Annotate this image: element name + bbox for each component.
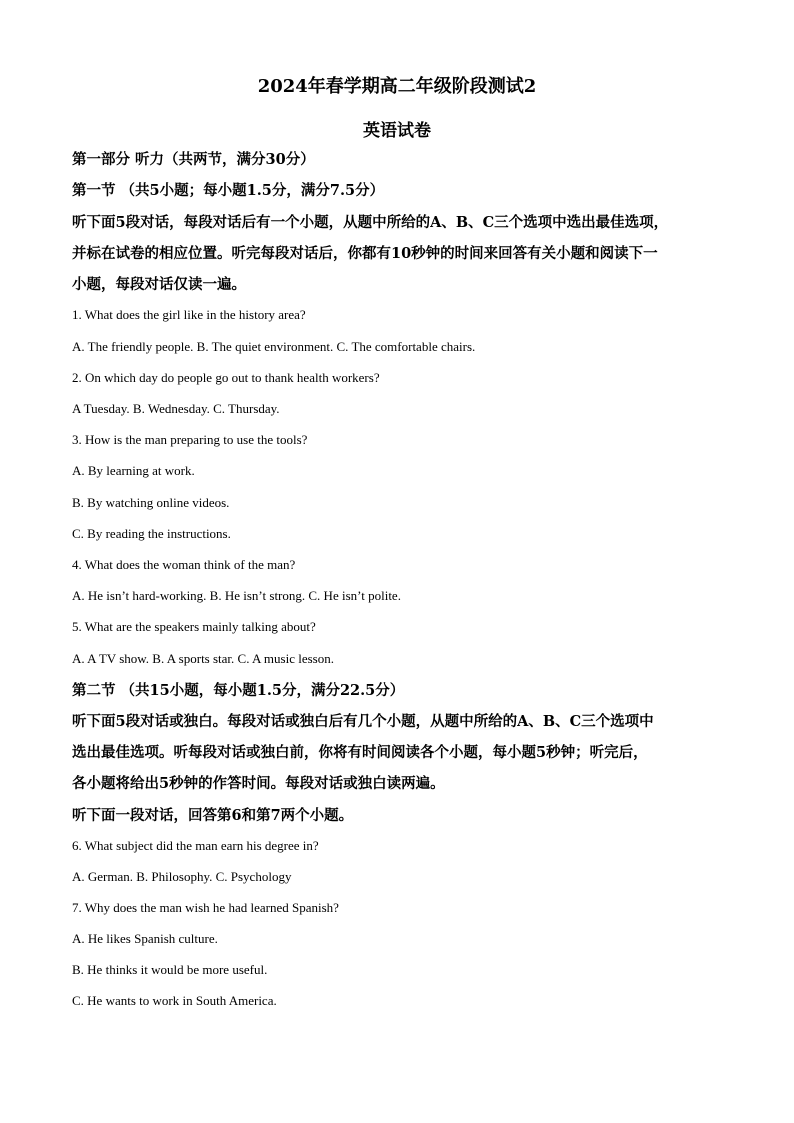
exam-title: 2024年春学期高二年级阶段测试2 [257,76,537,97]
option-line: A. He likes Spanish culture. [72,931,218,946]
instruction-line: 并标在试卷的相应位置。听完每段对话后，你都有10秒钟的时间来回答有关小题和阅读下一 [72,245,658,262]
question-line: 1. What does the girl like in the history area? [72,307,306,322]
question-line: 5. What are the speakers mainly talking about? [72,619,316,634]
option-line: A. German. B. Philosophy. C. Psychology [72,869,292,884]
option-line: A. The friendly people. B. The quiet environment. C. The comfortable chairs. [72,339,476,354]
question-line: 6. What subject did the man earn his degree in? [72,838,319,853]
question-line: 7. Why does the man wish he had learned Spanish? [72,900,339,915]
part-heading: 第一部分 听力（共两节，满分30分） [72,151,315,168]
question-line: 2. On which day do people go out to thank health workers? [72,370,380,385]
instruction-line: 选出最佳选项。听每段对话或独白前，你将有时间阅读各个小题，每小题5秒钟；听完后， [72,744,648,761]
exam-subtitle: 英语试卷 [363,121,431,141]
instruction-line: 小题，每段对话仅读一遍。 [72,276,246,293]
option-line: B. By watching online videos. [72,495,230,510]
question-line: 4. What does the woman think of the man? [72,557,296,572]
section-heading: 第二节 （共15小题，每小题1.5分，满分22.5分） [72,682,405,699]
option-line: B. He thinks it would be more useful. [72,962,268,977]
section-heading: 第一节 （共5小题；每小题1.5分，满分7.5分） [72,182,385,199]
instruction-line: 听下面5段对话或独白。每段对话或独白后有几个小题，从题中所给的A、B、C三个选项中 [72,713,654,730]
instruction-line: 各小题将给出5秒钟的作答时间。每段对话或独白读两遍。 [72,775,445,792]
option-line: A. He isn’t hard-working. B. He isn’t strong. C. He isn’t polite. [72,588,401,603]
dialog-intro: 听下面一段对话，回答第6和第7两个小题。 [72,807,354,824]
instruction-line: 听下面5段对话，每段对话后有一个小题，从题中所给的A、B、C三个选项中选出最佳选项， [72,214,669,231]
question-line: 3. How is the man preparing to use the tools? [72,432,308,447]
option-line: C. By reading the instructions. [72,526,231,541]
option-line: A. A TV show. B. A sports star. C. A music lesson. [72,651,334,666]
option-line: A Tuesday. B. Wednesday. C. Thursday. [72,401,280,416]
option-line: A. By learning at work. [72,463,195,478]
option-line: C. He wants to work in South America. [72,993,277,1008]
